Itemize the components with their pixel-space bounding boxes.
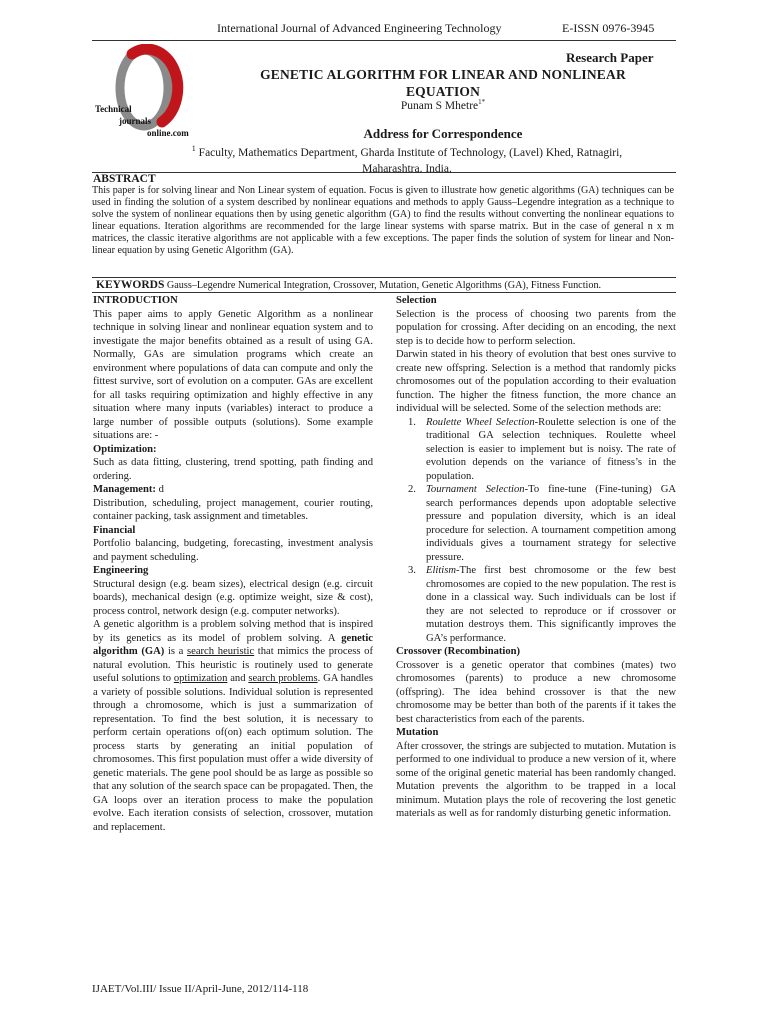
affiliation-mark: 1 xyxy=(191,144,196,153)
keywords-bottom-rule xyxy=(92,292,676,293)
title-line-1: GENETIC ALGORITHM FOR LINEAR AND NONLINEAR xyxy=(260,67,626,82)
method-name: Tournament Selection xyxy=(426,484,525,495)
keywords xyxy=(96,279,676,291)
engineering-heading: Engineering xyxy=(93,565,149,576)
ga-paragraph xyxy=(93,618,373,834)
affiliation-line-2: Maharashtra. India. xyxy=(362,162,452,175)
logo-text-3: online.com xyxy=(147,128,189,138)
ga-text-5: . GA handles a variety of possible solutions. Individual solution is represented through a chromosome, which is just a summarization of representation. To find the best solution, it is necessary to perform certain operations of(on) each optimum solution. The process starts by generating an initial population of chromosomes. This first population must offer a wide diversity of genetic materials. The gene pool should be as large as possible so that any solution of the search space can be propagated. Then, the GA loops over an iteration process to make the population evolve. Each iteration consists of selection, crossover, mutation and replacement. xyxy=(93,673,373,833)
affiliation-line-1: Faculty, Mathematics Department, Gharda Institute of Technology, (Lavel) Khed, Ratnagiri, xyxy=(195,146,623,159)
selection-heading: Selection xyxy=(396,295,437,306)
financial-text: Portfolio balancing, budgeting, forecasting, investment analysis and payment scheduling. xyxy=(93,538,373,563)
mutation-heading: Mutation xyxy=(396,727,439,738)
management-text: Distribution, scheduling, project management, courier routing, container packing, task assignment and timetables. xyxy=(93,497,373,522)
paper-type: Research Paper xyxy=(566,50,654,65)
method-name: Roulette Wheel Selection xyxy=(426,416,535,428)
financial-heading: Financial xyxy=(93,524,136,536)
abstract-text: This paper is for solving linear and Non Linear system of equation. Focus is given to illustrate how genetic algorithms (GA) techniques can be used in finding the solution of a system described by nonlinear equations and methods to apply Gauss–Legendre integration as a technique to solve the system of nonlinear equations then by using genetic algorithm (GA) to find the results without converting the nonlinear equations to linear equations. Iteration algorithms are recommended for the large linear systems with sparse matrix. But in the case of general n x m matrices, the classic iterative algorithms are not applicable with a few exceptions. The paper finds the solution of system for linear and Non-linear equation by using Genetic Algorithm (GA). xyxy=(92,185,674,256)
logo-text-1: Technical xyxy=(95,104,132,114)
mutation-text: After crossover, the strings are subjected to mutation. Mutation is performed to one individual to produce a new version of it, where some of the original genetic material has been randomly changed. Mutation prevents the algorithm to be trapped in a local minimum. Mutation plays the role of recovering the lost genetic materials as well as for randomly disturbing genetic information. xyxy=(396,740,676,819)
ga-text-4: and xyxy=(227,673,249,684)
keywords-top-rule xyxy=(92,277,676,278)
ga-text-3: that mimics the process of natural evolution. This heuristic is routinely used to generate useful solutions to xyxy=(93,646,373,684)
abstract-heading: ABSTRACT xyxy=(93,173,156,185)
author xyxy=(210,98,676,112)
method-name: Elitism xyxy=(426,565,457,576)
selection-methods-list xyxy=(396,416,676,646)
logo-text-2: journals xyxy=(119,116,152,126)
journal-logo xyxy=(92,44,202,140)
method-text: -To fine-tune (Fine-tuning) GA search performances depends upon adoptable selective pressure and population diversity, which is an ideal procedure for selection. A tournament competition among individuals gives a tournament strategy for selective pressure. xyxy=(426,484,677,563)
list-number: 3. xyxy=(408,565,416,576)
introduction-heading: INTRODUCTION xyxy=(93,295,178,306)
selection-text-1: Selection is the process of choosing two parents from the population for crossing. After deciding on an encoding, the next step is to decide how to perform selection. xyxy=(396,308,676,347)
title-line-2: EQUATION xyxy=(405,84,481,99)
engineering-text: Structural design (e.g. beam sizes), electrical design (e.g. circuit boards), mechanical design (e.g. optimize weight, size & cost), process control, network design (e.g. computer networks). xyxy=(93,578,373,617)
issn: E-ISSN 0976-3945 xyxy=(562,21,655,35)
journal-name: International Journal of Advanced Engineering Technology xyxy=(217,21,502,35)
ga-bold-term: genetic algorithm (GA) xyxy=(93,632,373,657)
crossover-heading: Crossover (Recombination) xyxy=(396,646,521,657)
selection-text-2: Darwin stated in his theory of evolution that best ones survive to create new offspring. Selection is a method that randomly picks chromosomes out of the population according to their evaluation function. The higher the fitness function, the more chance an individual will be selected. Some of the selection methods are: xyxy=(396,349,676,414)
list-item xyxy=(396,416,676,484)
keywords-text: Gauss–Legendre Numerical Integration, Crossover, Mutation, Genetic Algorithms (GA), Fitness Function. xyxy=(164,280,602,291)
introduction-text: This paper aims to apply Genetic Algorithm as a nonlinear technique in solving linear and nonlinear equation system and to investigate the major benefits obtained as a result of using GA. Normally, GAs are simulation programs which create an environment where populations of data can compute and only the fittest survive, sort of evolution on a computer. GAs are excellent for all tasks requiring optimization and highly effective in any situation where many inputs (variables) interact to produce a large number of possible outputs (solutions). Some example situations are: - xyxy=(93,308,373,441)
method-text: -Roulette selection is one of the traditional GA selection techniques. Roulette wheel selection is easier to implement but is noisy. The rate of evolution depends on the variance of fitness’s in the population. xyxy=(426,416,676,482)
search-heuristic-link[interactable]: search heuristic xyxy=(187,646,255,657)
author-mark: 1* xyxy=(478,98,486,106)
list-item xyxy=(396,483,676,564)
list-item xyxy=(396,564,676,645)
optimization-heading: Optimization: xyxy=(93,443,157,455)
keywords-label: KEYWORDS xyxy=(96,279,165,291)
footer-citation: IJAET/Vol.III/ Issue II/April-June, 2012/114-118 xyxy=(92,983,309,995)
management-suffix: d xyxy=(155,484,164,495)
crossover-text: Crossover is a genetic operator that combines (mates) two chromosomes (parents) to produce a new chromosome (offspring). The idea behind crossover is that the new chromosome may be better than both of the parents if it takes the best characteristics from each of the parents. xyxy=(396,659,676,725)
search-problems-link[interactable]: search problems xyxy=(248,673,318,684)
author-name: Punam S Mhetre xyxy=(400,99,479,112)
optimization-text: Such as data fitting, clustering, trend spotting, path finding and ordering. xyxy=(93,457,373,482)
header-rule xyxy=(92,40,676,41)
left-column xyxy=(93,294,373,834)
right-column xyxy=(396,294,676,821)
paper-title xyxy=(210,66,676,100)
optimization-link[interactable]: optimization xyxy=(173,673,228,684)
management-heading: Management: xyxy=(93,484,156,495)
list-number: 2. xyxy=(408,484,416,495)
method-text: -The first best chromosome or the few best chromosomes are copied to the new population. The rest is done in a classical way. Such individuals can be lost if they are not selected to reproduce or if crossover or mutation destroys them. This significantly improves the GA’s performance. xyxy=(426,565,676,644)
list-number: 1. xyxy=(408,416,416,428)
ga-text-2: is a xyxy=(164,646,187,657)
ga-text-1: A genetic algorithm is a problem solving method that is inspired by its genetics as its model of problem solving. A xyxy=(93,619,373,644)
address-heading: Address for Correspondence xyxy=(363,126,523,141)
